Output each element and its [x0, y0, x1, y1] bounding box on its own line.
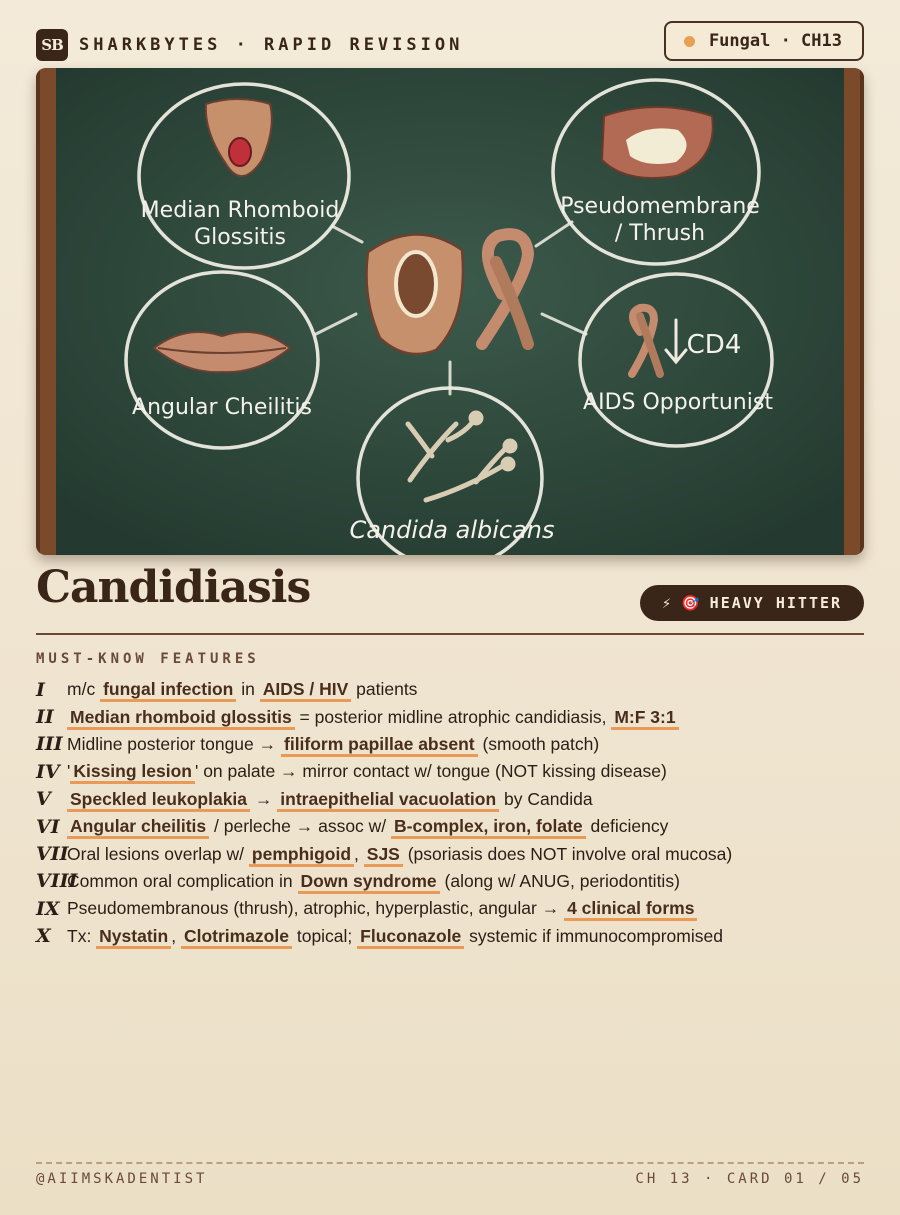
heavy-hitter-badge — [640, 585, 864, 621]
chapter-tag-label: Fungal · CH13 — [708, 31, 842, 51]
brand-title: SHARKBYTES · RAPID REVISION — [79, 35, 464, 55]
highlight-term: Nystatin — [96, 926, 171, 949]
feature-text-segment: Pseudomembranous (thrush), atrophic, hyperplastic, angular → — [67, 898, 565, 919]
feature-text-segment: (along w/ ANUG, periodontitis) — [439, 870, 680, 891]
feature-text — [67, 816, 668, 837]
feature-text-segment: in — [236, 679, 260, 700]
feature-text-segment: deficiency — [585, 816, 669, 837]
feature-text — [67, 707, 679, 728]
feature-text — [67, 898, 697, 919]
highlight-term: AIDS / HIV — [260, 679, 352, 702]
highlight-term: Angular cheilitis — [67, 816, 209, 839]
feature-numeral: VI — [36, 815, 60, 838]
feature-text — [67, 734, 599, 755]
chalkboard-illustration — [36, 68, 864, 555]
feature-text-segment: m/c — [67, 679, 101, 700]
feature-text-segment: Midline posterior tongue → — [67, 733, 281, 754]
feature-text-segment: (smooth patch) — [477, 733, 600, 754]
feature-item — [36, 758, 864, 785]
feature-text-segment: (psoriasis does NOT involve oral mucosa) — [402, 843, 733, 864]
highlight-term: Fluconazole — [357, 926, 464, 949]
feature-numeral: III — [36, 733, 63, 756]
page-title: Candidiasis — [36, 562, 311, 613]
feature-text — [67, 926, 723, 947]
highlight-term: Speckled leukoplakia — [67, 789, 250, 812]
brand-logo-icon: SB — [36, 29, 68, 61]
feature-text-segment: = posterior midline atrophic candidiasis, — [294, 706, 612, 727]
label-aids-opportunist: AIDS Opportunist — [583, 390, 773, 415]
feature-numeral: VIII — [36, 870, 78, 893]
feature-list — [36, 676, 864, 950]
dot-icon — [684, 36, 695, 47]
feature-numeral: IV — [36, 760, 60, 783]
brand — [36, 29, 463, 61]
label-pseudomembrane-1: Pseudomembrane — [560, 194, 760, 219]
feature-numeral: V — [36, 788, 51, 811]
target-icon: 🎯 — [680, 594, 700, 612]
feature-item — [36, 813, 864, 840]
highlight-term: Clotrimazole — [181, 926, 292, 949]
feature-text-segment: / perleche → assoc w/ — [209, 816, 392, 837]
feature-numeral: IX — [36, 897, 60, 920]
feature-numeral: VII — [36, 843, 69, 866]
chapter-tag — [664, 21, 864, 61]
feature-text-segment: Tx: — [67, 925, 97, 946]
feature-text-segment: ' on palate → mirror contact w/ tongue (NOT kissing disease) — [194, 761, 667, 782]
feature-text — [67, 789, 593, 810]
label-angular-cheilitis: Angular Cheilitis — [132, 395, 312, 420]
feature-item — [36, 703, 864, 730]
footer-handle: @AIIMSKADENTIST — [36, 1171, 208, 1187]
feature-text-segment: topical; — [291, 925, 358, 946]
highlight-term: pemphigoid — [249, 844, 354, 867]
feature-text — [67, 761, 667, 782]
feature-text — [67, 844, 732, 865]
feature-text — [67, 871, 680, 892]
label-cd4: CD4 — [686, 330, 742, 360]
feature-text-segment: ' — [67, 761, 71, 782]
feature-item — [36, 786, 864, 813]
label-median-rhomboid-1: Median Rhomboid — [140, 198, 340, 223]
feature-item — [36, 840, 864, 867]
label-median-rhomboid-2: Glossitis — [194, 225, 286, 250]
feature-text-segment: → — [250, 788, 278, 809]
feature-text-segment: , — [354, 843, 364, 864]
highlight-term: SJS — [364, 844, 403, 867]
highlight-term: Down syndrome — [298, 871, 440, 894]
highlight-term: Kissing lesion — [70, 761, 195, 784]
badge-label: HEAVY HITTER — [709, 594, 843, 612]
highlight-term: filiform papillae absent — [281, 734, 478, 757]
highlight-term: intraepithelial vacuolation — [277, 789, 499, 812]
feature-item — [36, 868, 864, 895]
feature-text-segment: Oral lesions overlap w/ — [67, 843, 249, 864]
header — [36, 26, 864, 66]
highlight-term: 4 clinical forms — [564, 898, 697, 921]
feature-numeral: I — [36, 678, 45, 701]
feature-text-segment: patients — [351, 679, 418, 700]
footer-card-info: CH 13 · CARD 01 / 05 — [635, 1171, 864, 1187]
highlight-term: B-complex, iron, folate — [391, 816, 586, 839]
label-pseudomembrane-2: / Thrush — [614, 221, 706, 246]
feature-text-segment: by Candida — [499, 788, 593, 809]
chalkboard-svg — [36, 68, 864, 555]
feature-text-segment: systemic if immunocompromised — [464, 925, 723, 946]
feature-text-segment: , — [171, 925, 181, 946]
title-divider — [36, 633, 864, 635]
highlight-term: Median rhomboid glossitis — [67, 707, 295, 730]
label-candida-albicans: Candida albicans — [349, 516, 555, 544]
feature-text — [67, 679, 417, 700]
feature-text-segment: Common oral complication in — [67, 870, 298, 891]
feature-item — [36, 676, 864, 703]
section-label: MUST-KNOW FEATURES — [36, 651, 260, 667]
feature-item — [36, 895, 864, 922]
highlight-term: fungal infection — [100, 679, 236, 702]
footer-divider — [36, 1162, 864, 1164]
highlight-term: M:F 3:1 — [611, 707, 678, 730]
central-tongue-icon — [367, 234, 463, 354]
feature-item — [36, 923, 864, 950]
lightning-icon: ⚡ — [661, 594, 671, 612]
feature-numeral: X — [36, 925, 51, 948]
feature-numeral: II — [36, 706, 54, 729]
feature-item — [36, 731, 864, 758]
